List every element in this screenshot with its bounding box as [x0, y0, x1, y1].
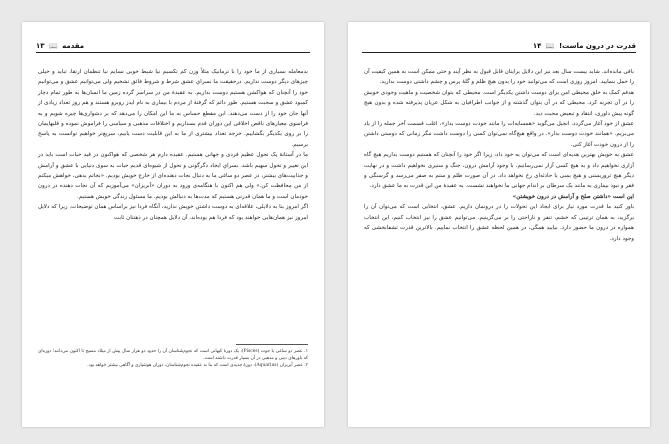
right-paragraph-4: عشق به خویش بهترین هدیه‌ای است که می‌توان به خود داد، زیرا اگر خود را آنچنان که هستیم دوست بداریم هیچ گاه آزاری نخواهیم داد و به هیچ کسی آزار نمی‌رسانیم. با وجود آرامش درون، جنگ و ستیزی نخواهیم داشت و در نهایت دیگر هیچ تروریستی و هیچ بمبی یا حادثه‌ای رخ نخواهد داد. در آن صورت ظلم و ستم به صفر می‌رسد و گرسنگی و فقر و نبود بیماری به مانند یک سرطان بر اندام جهانی ما نخواهند نشست. به عقیدهٔ من این قدرت به ما عشق دارد.	[364, 152, 634, 190]
left-page-title: مقدمه	[62, 42, 85, 50]
right-page	[348, 22, 650, 427]
left-page-body	[38, 67, 308, 223]
right-paragraph-3: عشق از خود آغاز می‌گردد. انجیل می‌گوید «همسایه‌ات را مانند خودت دوست بدار»، اغلب قسمت آخر جمله را از یاد می‌بریم. «همانند خودت دوست بدار». در واقع هیچ‌گاه نمی‌توان کسی را دوست داشت مگر زمانی که دوستی داشتن را از درون خودت آغاز کنی.	[364, 121, 634, 148]
book-icon: 📖	[545, 42, 555, 50]
right-page-header-rule	[362, 52, 636, 53]
right-page-header-title-group	[533, 42, 636, 50]
book-icon: 📖	[48, 42, 58, 50]
left-page-footnotes	[38, 348, 308, 369]
right-paragraph-1: باقی مانده‌اند. شاید بیست سال بعد نیز این دلایل برایتان قابل قبول به نظر آیند و حتی ممکن است به همین کیفیت آن را حمل بنمایید. امروز روزی است که می‌توانید خود را بدون هیچ ظلم و گلهٔ پرس و چشم داشتی دوست بدارید.	[364, 69, 634, 86]
left-page-header	[36, 42, 310, 50]
left-paragraph-1: بدمعامله بسیاری از ما خود را با ترمانیک مثلاً وزن کم تکسیم نیا شیط خوبی تسایم نیا تنظمان ارتقا، تباید و خیلی چیزهای دیگر دوست نداریم. درحقیقت ما بسراي عشق شرط و شروط فائق تشخیم ولی می‌توانیم عشق و می‌توانیم خود را آنچنان که هواکشن هستیم دوست بداریم. به عقیدهٔ من در سراسر گرده زمین ما انسان‌ها به طور تمام دچار کمبود عشق و سحبت هستیم. طور دائم که گرفتهٔ از مردم با بیماری به نام ایدز رو‌برو هستند و هم روز تعداد زیادی از آنها جان خود را از دست می‌دهند. ابن مقطع حساس به ما این امکان را می‌دهد که بر دشواری‌ها چیره شویم و به فراسوی معیارهای ناقص اخلاقی این دوران قدم بسداریم و اختلافات مذهبی و سیاسی را فراموش نموده و قلبهایمان را بر روی یکدیگر بگشاییم. خرجه تعداد بیشتری از ما به این قابلیت دست یابیم، سریع‌تر خواهیم توانست به پاسخ برسیم.	[38, 69, 308, 148]
footnote-1: ۱. عصر دو ساغی یا حوت (Pisces): یک دورهٔ کیهانی است که نجوم‌شناسان آن را حدود دو هزار سال پیش از میلاد مسیح تا اکنون می‌دانند؛ دوره‌ای که باورهای دینی و مذهبی در آن بسیار قدرت داشته است.	[38, 349, 308, 361]
right-page-body	[364, 67, 634, 244]
right-paragraph-6: باور کنید ما قدرت مورد نیاز برای ایجاد این تحولات را در درونمان داریم. عشق، انتخابی است که می‌توان آن را برگزید، به همان ترتیبی که خشم، تنفر و ناراحتی را بر می‌گزینیم. می‌توانیم عشق را نیز انتخاب کنیم، این انتخاب همواره در درون ما حضور دارد. بیایید همگی، در همین لحظه عشق را انتخاب نماییم. بالاترین قدرت تشفابخشی که وجود دارد.	[364, 204, 634, 242]
left-page-header-rule	[36, 52, 310, 53]
left-paragraph-2: ما در آستانهٔ یک تحول عظیم فردی و جهانی هستیم. عقیده دارم هر شخصی که هواکنون در قید حیات است باید در این تغییر و تحول سهیم باشد. بسراي ایجاد دگرگونی و تحول از شیوه‌ای قدیم حیات به سوی دنیایی با عشق و آرامش و جذابیت‌های بیشتر، در عصر دو ساغی ما به دنبال نجات دهنده‌ای از خارج خویش بودیم. «نجاتم بدهی، خواهش میکنم از من محافظت کن.» ولی هم اکنون با هنگامه‌ی ورود به دوران «آبریزان» می‌آموزیم که آن نجات دهنده در درون خودمان است و ما همان قدرتی هستیم که مدت‌ها به دنبالش بودیم. ما مسئول زندگی خویش هستیم.	[38, 152, 308, 200]
footnote-rule	[236, 344, 308, 345]
left-page-number: ۱۳	[36, 42, 45, 50]
left-page-header-title-group	[36, 42, 84, 50]
right-page-title: قدرت در درون ماست!	[558, 42, 636, 50]
right-paragraph-2: هدفم کمک به خلق محیطی امن برای دوست داشتن یکدیگر است. محیطی که بتوان شخصیت و ماهیت وجودی خویش را در آن تجربه کرد. محیطی که در آن بتوان گذشته و از جوانب اطرافیان به شکل عریان پذیرفته شده و بدون هیچ گونه پیش داوری، انتقاد و تبعیض محبت دید.	[364, 89, 634, 117]
left-paragraph-3: اگر امروز بنا به دلایلی، علاقه‌ای به دوست داشتن خویش ندارید، آنگاه فردا نیز براساس همان توضیحات. زیرا که دلایل امروز نیز همان‌هایی خواهند بود که فردا هم بوده‌اند. آن دلایل همچنان در ذهنتان ثابت	[38, 204, 308, 221]
right-page-header	[362, 42, 636, 50]
right-page-number: ۱۴	[532, 42, 542, 50]
right-paragraph-5-bold: این است «داشتن صلح و آرامش در درون خویشتن»	[512, 193, 634, 200]
left-page	[22, 22, 324, 427]
footnote-2: ۲. عصر آبریزان (Aquarius): دورهٔ جدیدی است که بنا به عقیده نجوم‌شناسان، دوران هوشیاری و آگاهی بیشتر خواهد بود.	[87, 363, 308, 368]
